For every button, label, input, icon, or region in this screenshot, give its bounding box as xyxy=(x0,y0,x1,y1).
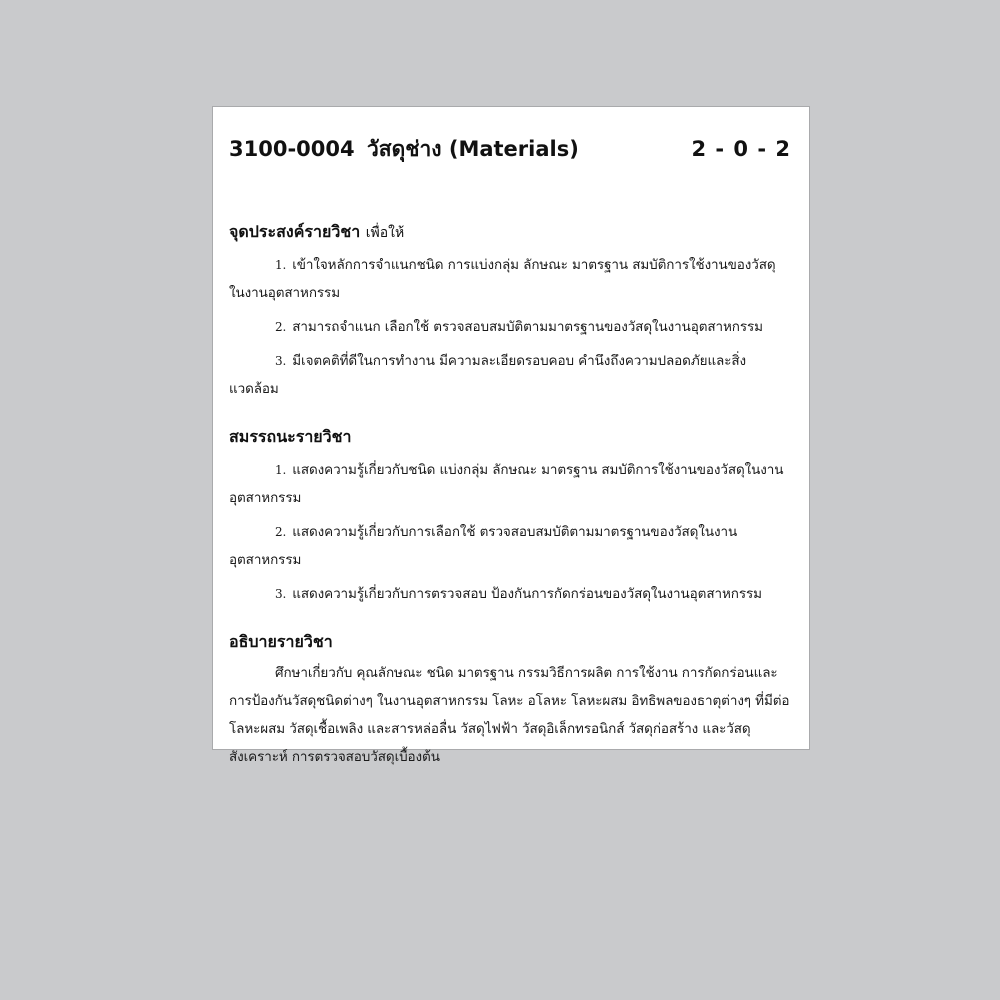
course-credits: 2 - 0 - 2 xyxy=(691,137,791,161)
list-item xyxy=(229,580,791,608)
course-header xyxy=(229,133,791,166)
list-item xyxy=(229,456,791,512)
objectives-section xyxy=(229,220,791,403)
item-number: 2. xyxy=(275,525,287,539)
item-text: แสดงความรู้เกี่ยวกับการเลือกใช้ ตรวจสอบสมบัติตามมาตรฐานของวัสดุในงานอุตสาหกรรม xyxy=(229,524,738,568)
item-number: 3. xyxy=(275,354,287,368)
objectives-heading xyxy=(229,220,791,245)
description-text: ศึกษาเกี่ยวกับ คุณลักษณะ ชนิด มาตรฐาน กรรมวิธีการผลิต การใช้งาน การกัดกร่อนและการป้องกันวัสดุชนิดต่างๆ ในงานอุตสาหกรรม โลหะ อโลหะ โลหะผสม อิทธิพลของธาตุต่างๆ ที่มีต่อโลหะผสม วัสดุเชื้อเพลิง และสารหล่อลื่น วัสดุไฟฟ้า วัสดุอิเล็กทรอนิกส์ วัสดุก่อสร้าง และวัสดุสังเคราะห์ การตรวจสอบวัสดุเบื้องต้น xyxy=(229,665,790,765)
competency-list xyxy=(229,456,791,608)
item-text: มีเจตคติที่ดีในการทำงาน มีความละเอียดรอบคอบ คำนึงถึงความปลอดภัยและสิ่งแวดล้อม xyxy=(229,353,747,397)
item-number: 1. xyxy=(275,463,287,477)
objectives-title: จุดประสงค์รายวิชา xyxy=(229,222,361,241)
list-item xyxy=(229,518,791,574)
item-number: 3. xyxy=(275,587,287,601)
objectives-list xyxy=(229,251,791,403)
description-section xyxy=(229,630,791,771)
item-number: 2. xyxy=(275,320,287,334)
list-item xyxy=(229,251,791,307)
competency-section xyxy=(229,425,791,608)
item-text: สามารถจำแนก เลือกใช้ ตรวจสอบสมบัติตามมาตรฐานของวัสดุในงานอุตสาหกรรม xyxy=(292,319,763,335)
description-heading: อธิบายรายวิชา xyxy=(229,632,333,651)
item-number: 1. xyxy=(275,258,287,272)
item-text: แสดงความรู้เกี่ยวกับชนิด แบ่งกลุ่ม ลักษณะ มาตรฐาน สมบัติการใช้งานของวัสดุในงานอุตสาหกรรม xyxy=(229,462,784,506)
list-item xyxy=(229,347,791,403)
competency-heading: สมรรถนะรายวิชา xyxy=(229,427,352,446)
list-item xyxy=(229,313,791,341)
item-text: แสดงความรู้เกี่ยวกับการตรวจสอบ ป้องกันการกัดกร่อนของวัสดุในงานอุตสาหกรรม xyxy=(292,586,762,602)
item-text: เข้าใจหลักการจำแนกชนิด การแบ่งกลุ่ม ลักษณะ มาตรฐาน สมบัติการใช้งานของวัสดุในงานอุตสาหกรรม xyxy=(229,257,776,301)
course-code: 3100-0004 xyxy=(229,137,355,161)
course-title: วัสดุช่าง (Materials) xyxy=(367,137,579,161)
document-page xyxy=(212,106,810,765)
objectives-suffix: เพื่อให้ xyxy=(365,225,405,241)
